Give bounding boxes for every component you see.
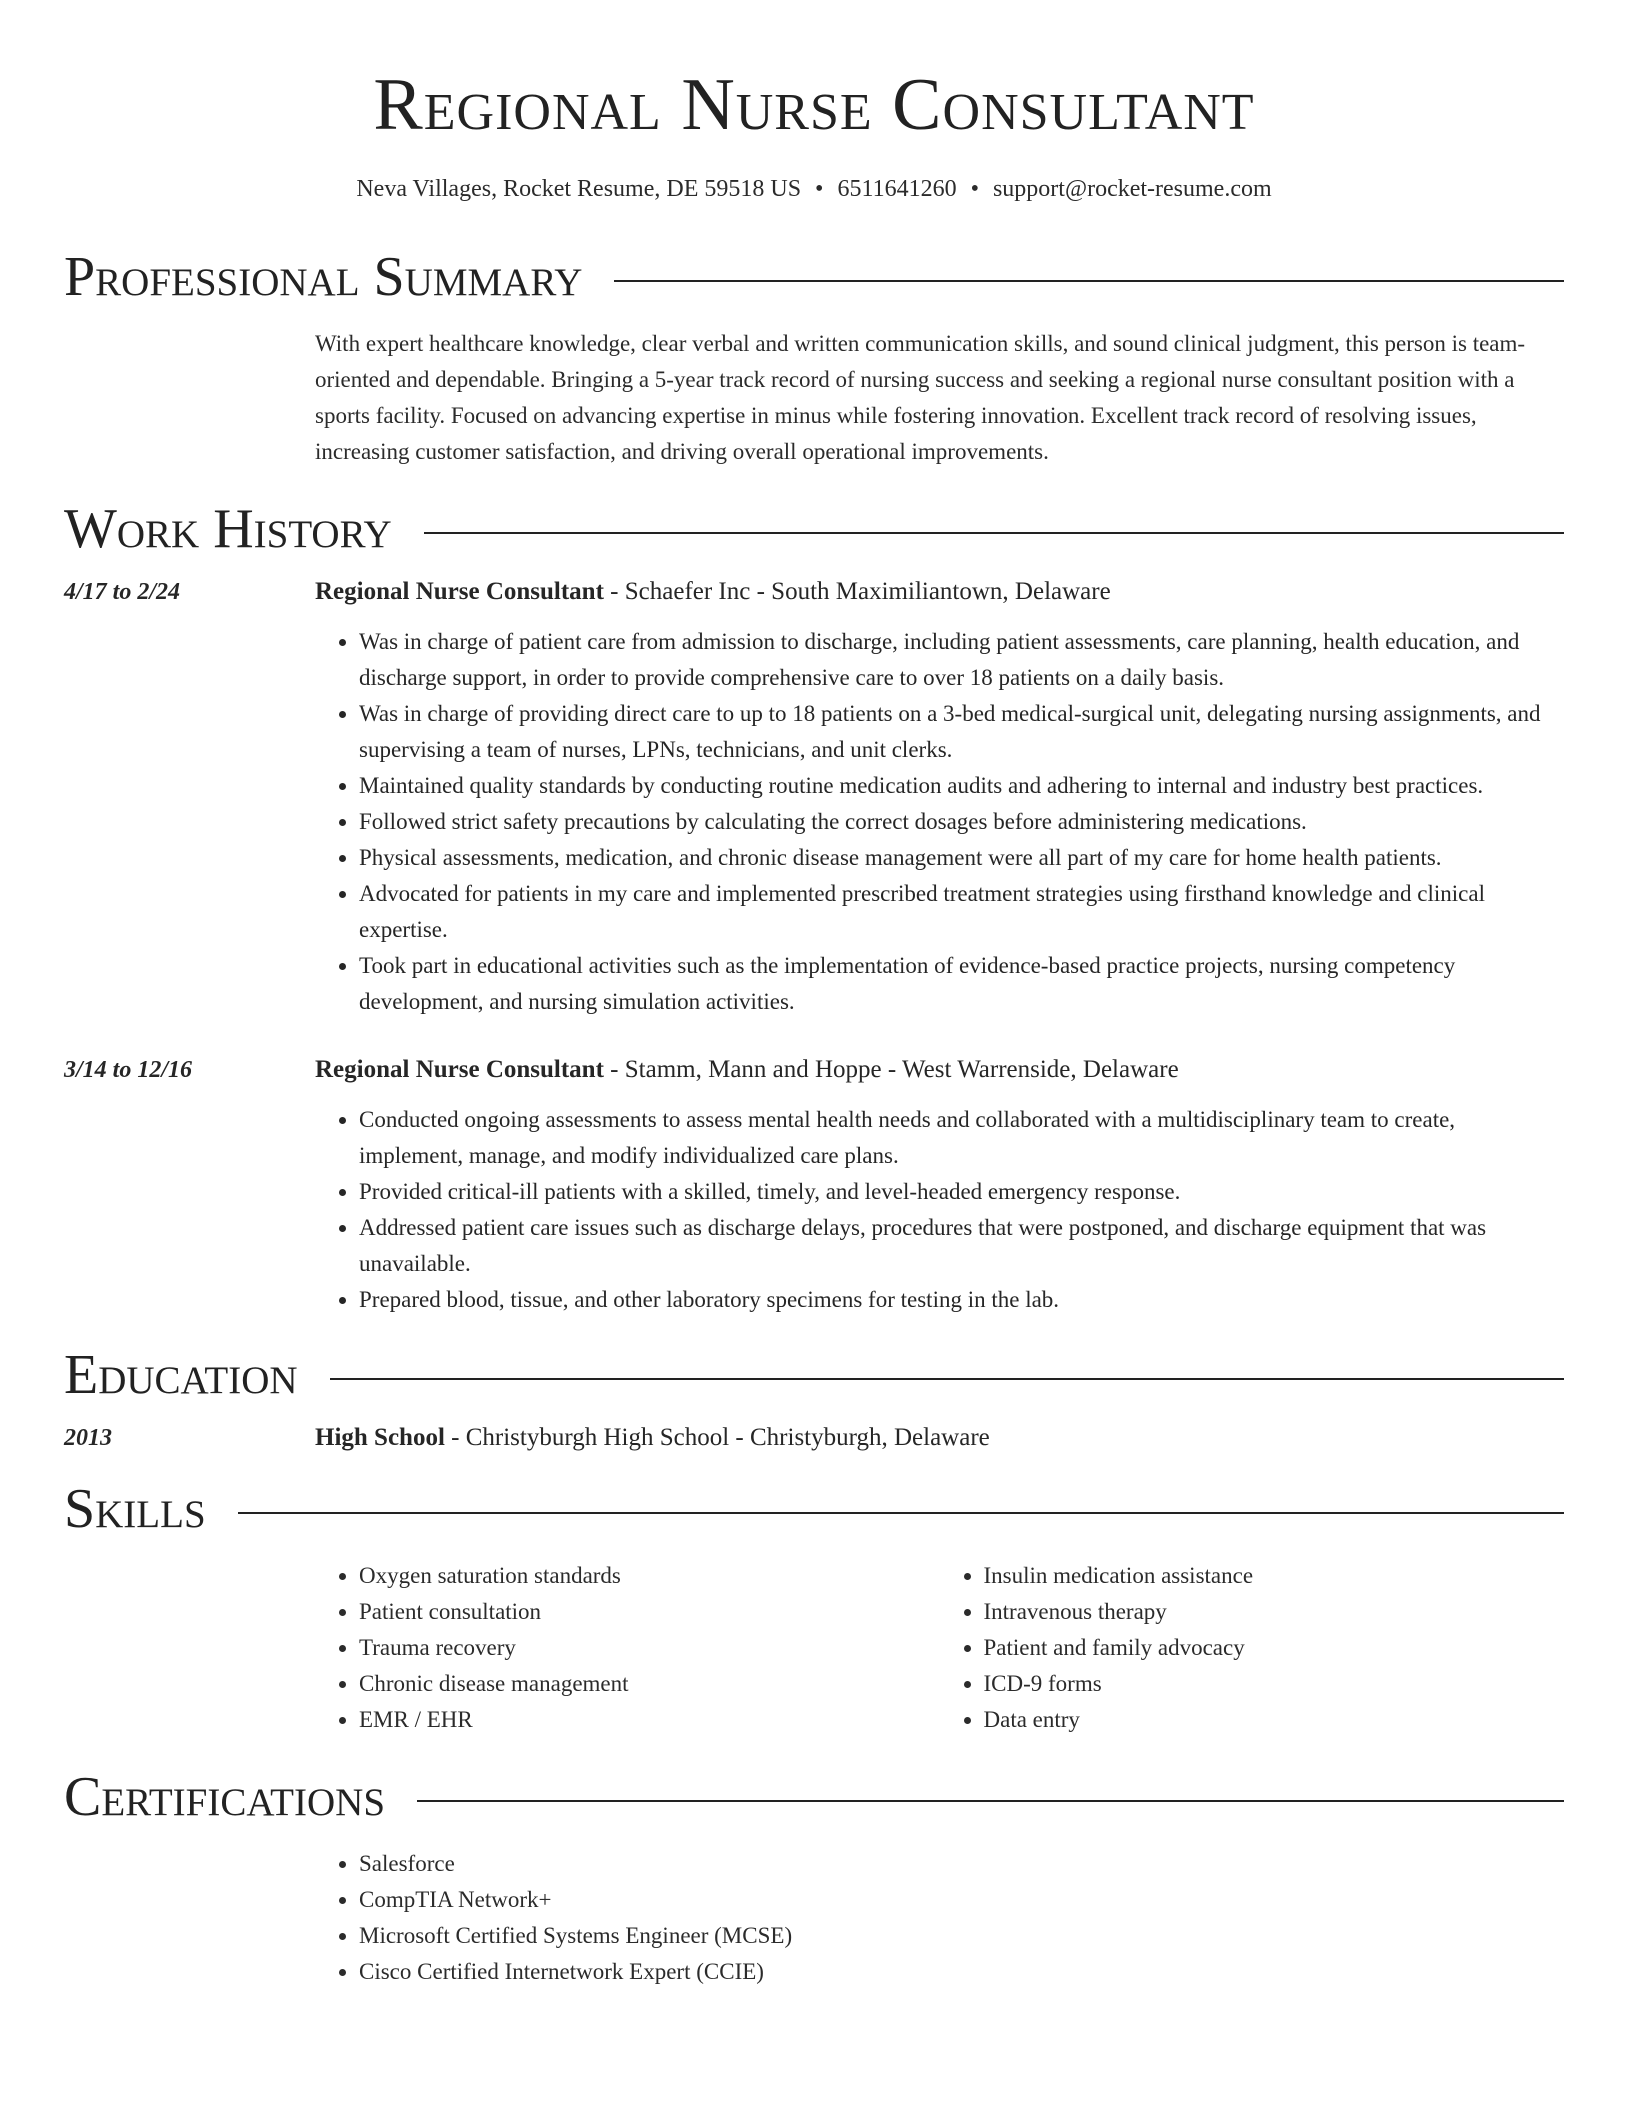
list-item: • Intravenous therapy bbox=[984, 1594, 1565, 1630]
job-bullet-list bbox=[315, 1102, 1564, 1318]
list-item: • Took part in educational activities such as the implementation of evidence-based practice projects, nursing competency development, and nursing simulation activities. bbox=[359, 948, 1564, 1020]
list-item: • Data entry bbox=[984, 1702, 1565, 1738]
list-item: • Patient and family advocacy bbox=[984, 1630, 1565, 1666]
skills-list-left bbox=[315, 1558, 940, 1738]
list-item: • Followed strict safety precautions by calculating the correct dosages before administering medications. bbox=[359, 804, 1564, 840]
contact-line bbox=[64, 172, 1564, 206]
certifications-block bbox=[315, 1846, 1564, 1990]
list-item: • Provided critical-ill patients with a skilled, timely, and level-headed emergency response. bbox=[359, 1174, 1564, 1210]
education-heading: Education bbox=[64, 1344, 298, 1406]
job-title: Regional Nurse Consultant bbox=[315, 1056, 604, 1083]
job-title-line bbox=[315, 1052, 1564, 1088]
job-dates: 3/14 to 12/16 bbox=[64, 1057, 193, 1083]
contact-separator: • bbox=[815, 176, 824, 202]
certifications-list bbox=[315, 1846, 1564, 1990]
section-divider bbox=[330, 1378, 1564, 1380]
contact-phone: 6511641260 bbox=[837, 176, 957, 202]
list-item: • Cisco Certified Internetwork Expert (CCIE) bbox=[359, 1954, 1564, 1990]
skills-columns bbox=[315, 1558, 1564, 1738]
list-item: • Patient consultation bbox=[359, 1594, 940, 1630]
summary-text: With expert healthcare knowledge, clear verbal and written communication skills, and sound clinical judgment, this person is team-oriented and dependable. Bringing a 5-year track record of nursing success and seeking a regional nurse consultant position with a sports facility. Focused on advancing expertise in minus while fostering innovation. Excellent track record of resolving issues, increasing customer satisfaction, and driving overall operational improvements. bbox=[315, 331, 1526, 464]
list-item: • Microsoft Certified Systems Engineer (MCSE) bbox=[359, 1918, 1564, 1954]
summary-section-header bbox=[64, 242, 1564, 312]
list-item: • Was in charge of patient care from admission to discharge, including patient assessments, care planning, health education, and discharge support, in order to provide comprehensive care to over 18 patients on a daily basis. bbox=[359, 624, 1564, 696]
list-item: • EMR / EHR bbox=[359, 1702, 940, 1738]
education-details: - Christyburgh High School - Christyburgh, Delaware bbox=[444, 1424, 990, 1451]
list-item: • CompTIA Network+ bbox=[359, 1882, 1564, 1918]
list-item: • Advocated for patients in my care and implemented prescribed treatment strategies using firsthand knowledge and clinical expertise. bbox=[359, 876, 1564, 948]
certifications-heading: Certifications bbox=[64, 1766, 386, 1828]
education-section-header bbox=[64, 1340, 1564, 1410]
list-item: • Was in charge of providing direct care to up to 18 patients on a 3-bed medical-surgical unit, delegating nursing assignments, and supervising a team of nurses, LPNs, technicians, and unit clerks. bbox=[359, 696, 1564, 768]
education-degree: High School bbox=[315, 1424, 445, 1451]
list-item: • Addressed patient care issues such as discharge delays, procedures that were postponed, and discharge equipment that was unavailable. bbox=[359, 1210, 1564, 1282]
summary-heading: Professional Summary bbox=[64, 246, 583, 308]
job-dates: 4/17 to 2/24 bbox=[64, 579, 181, 605]
list-item: • Chronic disease management bbox=[359, 1666, 940, 1702]
job-title: Regional Nurse Consultant bbox=[315, 578, 604, 605]
education-year: 2013 bbox=[64, 1425, 112, 1451]
resume-page bbox=[64, 0, 1564, 1990]
education-title-line bbox=[315, 1420, 1564, 1456]
section-divider bbox=[238, 1512, 1564, 1514]
list-item: • Physical assessments, medication, and chronic disease management were all part of my care for home health patients. bbox=[359, 840, 1564, 876]
job-entry bbox=[64, 1052, 1564, 1318]
section-divider bbox=[614, 280, 1564, 282]
job-bullet-list bbox=[315, 624, 1564, 1020]
resume-name: Regional Nurse Consultant bbox=[373, 64, 1255, 146]
certifications-section-header bbox=[64, 1762, 1564, 1832]
job-title-line bbox=[315, 574, 1564, 610]
list-item: • Maintained quality standards by conducting routine medication audits and adhering to internal and industry best practices. bbox=[359, 768, 1564, 804]
list-item: • ICD-9 forms bbox=[984, 1666, 1565, 1702]
list-item: • Oxygen saturation standards bbox=[359, 1558, 940, 1594]
section-divider bbox=[417, 1800, 1564, 1802]
list-item: • Insulin medication assistance bbox=[984, 1558, 1565, 1594]
job-details: - Stamm, Mann and Hoppe - West Warrenside, Delaware bbox=[603, 1056, 1179, 1083]
skills-section-header bbox=[64, 1474, 1564, 1544]
job-details: - Schaefer Inc - South Maximiliantown, Delaware bbox=[603, 578, 1111, 605]
contact-separator: • bbox=[970, 176, 979, 202]
work-section-header bbox=[64, 494, 1564, 564]
job-entry bbox=[64, 574, 1564, 1020]
work-heading: Work History bbox=[64, 498, 392, 560]
list-item: • Trauma recovery bbox=[359, 1630, 940, 1666]
section-divider bbox=[424, 532, 1564, 534]
contact-email: support@rocket-resume.com bbox=[992, 176, 1272, 202]
education-entry bbox=[64, 1420, 1564, 1456]
list-item: • Conducted ongoing assessments to assess mental health needs and collaborated with a multidisciplinary team to create, implement, manage, and modify individualized care plans. bbox=[359, 1102, 1564, 1174]
skills-list-right bbox=[940, 1558, 1565, 1738]
list-item: • Prepared blood, tissue, and other laboratory specimens for testing in the lab. bbox=[359, 1282, 1564, 1318]
list-item: • Salesforce bbox=[359, 1846, 1564, 1882]
contact-address: Neva Villages, Rocket Resume, DE 59518 US bbox=[356, 176, 802, 202]
skills-heading: Skills bbox=[64, 1478, 206, 1540]
